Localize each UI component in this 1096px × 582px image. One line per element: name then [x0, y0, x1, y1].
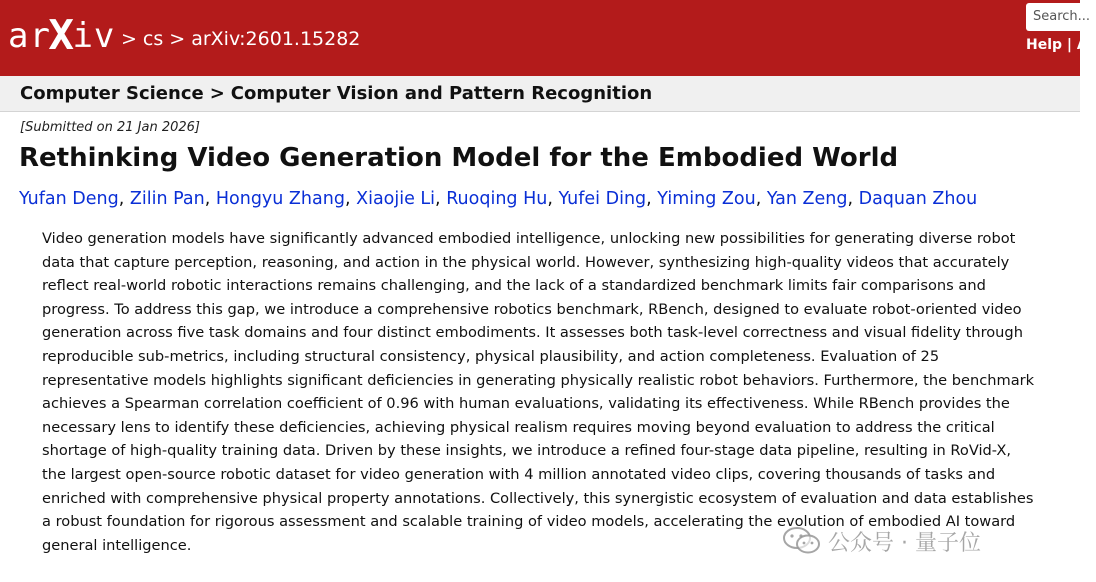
help-link[interactable]: Help	[1026, 37, 1063, 53]
author-separator: ,	[755, 189, 767, 209]
author-link[interactable]: Xiaojie Li	[356, 189, 436, 209]
author-link[interactable]: Hongyu Zhang	[215, 189, 345, 209]
help-separator: |	[1066, 37, 1073, 53]
author-link[interactable]: Ruoqing Hu	[446, 189, 548, 209]
author-separator: ,	[547, 189, 559, 209]
author-link[interactable]: Yufei Ding	[558, 189, 647, 209]
author-separator: ,	[118, 189, 130, 209]
logo-prefix: ar	[8, 16, 51, 56]
advanced-search-link[interactable]: A	[1076, 37, 1088, 53]
arxiv-logo[interactable]	[8, 12, 116, 60]
help-links	[1026, 37, 1088, 53]
author-separator: ,	[344, 189, 357, 209]
breadcrumb	[115, 27, 360, 51]
abstract	[42, 227, 1064, 557]
author-separator: ,	[435, 189, 447, 209]
abstract-line: representative models highlights significant deficiencies in generating physically realistic robot behaviors. Furthermore, the benchmark	[42, 371, 1035, 389]
paper-title: Rethinking Video Generation Model for the Embodied World	[19, 143, 899, 173]
author-separator: ,	[204, 189, 216, 209]
subject-breadcrumb	[0, 76, 1080, 112]
abstract-line: general intelligence.	[42, 536, 192, 554]
abstract-line: a robust foundation for rigorous assessment and scalable training of video models, accelerating the evolution of embodied AI toward	[42, 513, 1016, 531]
abstract-line: enriched with comprehensive physical property annotations. Collectively, this synergistic ecosystem of evaluation and data establishes	[42, 489, 1034, 507]
submission-date: [Submitted on 21 Jan 2026]	[20, 120, 200, 135]
abstract-line: data that capture perception, reasoning, and action in the physical world. However, synthesizing high-quality videos that accurately	[42, 253, 1010, 271]
logo-suffix: iv	[72, 16, 116, 56]
abstract-line: Video generation models have significantly advanced embodied intelligence, unlocking new possibilities for generating diverse robot	[42, 230, 1016, 247]
subject-computer-science[interactable]: Computer Science	[20, 83, 204, 104]
watermark-text: 公众号 · 量子位	[828, 530, 981, 556]
author-link[interactable]: Daquan Zhou	[858, 189, 978, 209]
abstract-line: achieves a Spearman correlation coefficient of 0.96 with human evaluations, validating its effectiveness. While RBench provides the	[42, 395, 1010, 413]
breadcrumb-sep: >	[121, 28, 137, 50]
abstract-line: the largest open-source robotic dataset for video generation with 4 million annotated video clips, covering thousands of tasks and	[42, 465, 996, 483]
breadcrumb-arxiv-id: arXiv:2601.15282	[191, 28, 361, 50]
author-separator: ,	[646, 189, 658, 209]
logo-x: X	[48, 12, 76, 60]
breadcrumb-sep: >	[169, 28, 186, 50]
breadcrumb-cs[interactable]: cs	[142, 28, 164, 50]
search-input[interactable]: Search...	[1026, 3, 1096, 31]
abstract-line: necessary lens to identify these deficiencies, achieving physical realism requires moving beyond evaluation to address the critical	[42, 418, 995, 436]
abstract-line: reproducible sub-metrics, including structural consistency, physical plausibility, and action completeness. Evaluation of 25	[42, 347, 940, 365]
author-list	[19, 187, 1080, 211]
author-link[interactable]: Yan Zeng	[766, 189, 848, 209]
author-link[interactable]: Yiming Zou	[657, 189, 756, 209]
author-link[interactable]: Yufan Deng	[19, 189, 119, 209]
subject-sep: >	[209, 83, 225, 104]
abstract-line: reflect real-world robotic interactions remains challenging, and the lack of a standardized benchmark limits fair comparisons and	[42, 277, 986, 295]
abstract-line: progress. To address this gap, we introduce a comprehensive robotics benchmark, RBench, designed to evaluate robot-oriented video	[42, 300, 1022, 318]
author-separator: ,	[847, 189, 859, 209]
author-link[interactable]: Zilin Pan	[129, 189, 205, 209]
abstract-line: generation across five task domains and four distinct embodiments. It assesses both task-level correctness and visual fidelity through	[42, 324, 1023, 342]
abstract-line: shortage of high-quality training data. Driven by these insights, we introduce a refined four-stage data pipeline, resulting in RoVid-X,	[42, 442, 1011, 460]
arxiv-header	[0, 0, 1091, 76]
subject-cv[interactable]: Computer Vision and Pattern Recognition	[230, 83, 653, 104]
